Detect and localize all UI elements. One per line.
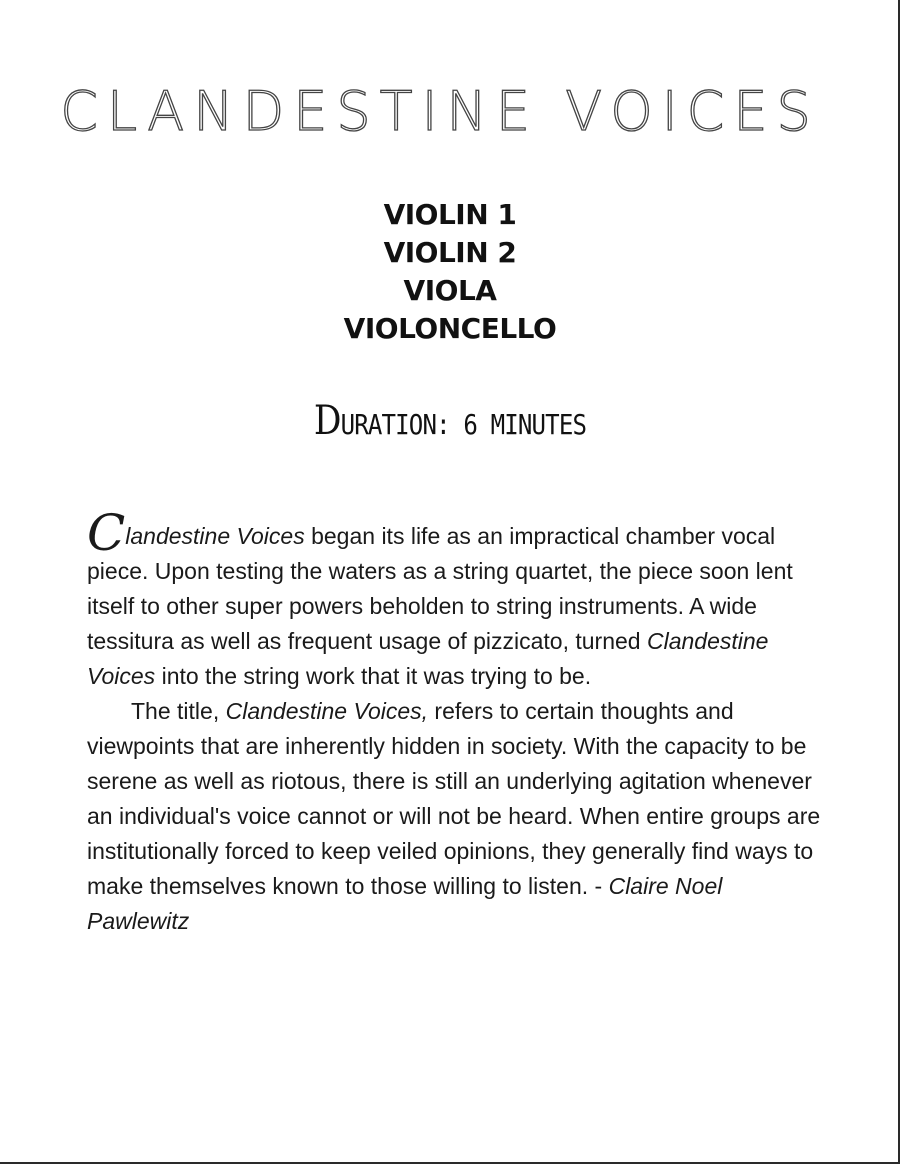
- instrument-item: VIOLIN 2: [383, 236, 517, 269]
- instrument-item: VIOLA: [403, 274, 497, 307]
- program-note: [87, 504, 827, 939]
- program-note-paragraph-1: [87, 504, 827, 694]
- instrumentation-list: [0, 196, 900, 348]
- duration-text: URATION: 6 MINUTES: [340, 408, 587, 441]
- work-title-inline: landestine Voices: [125, 523, 305, 549]
- work-title-inline: Clandestine Voices,: [225, 698, 429, 724]
- author-name: Claire Noel Pawlewitz: [87, 873, 723, 934]
- duration-label: [63, 398, 837, 444]
- paragraph-text: into the string work that it was trying to be.: [155, 663, 592, 689]
- paragraph-text: refers to certain thoughts and viewpoints that are inherently hidden in society. With the capacity to be serene as well as riotous, there is still an underlying agitation whenever an individual's voice cannot or will not be heard. When entire groups are institutionally forced to keep veiled opinions, they generally find ways to make themselves known to those willing to listen. -: [87, 698, 821, 899]
- paragraph-text: began its life as an impractical chamber vocal piece. Upon testing the waters as a string quartet, the piece soon lent itself to other super powers beholden to string instruments. A wide tessitura as well as frequent usage of pizzicato, turned: [87, 523, 793, 654]
- work-title: CLANDESTINE VOICES: [60, 80, 820, 143]
- program-note-paragraph-2: [87, 694, 827, 939]
- instrument-item: VIOLIN 1: [383, 198, 517, 231]
- work-title-inline: Clandestine Voices: [87, 628, 769, 689]
- drop-cap: C: [87, 504, 126, 562]
- duration-initial: D: [313, 398, 341, 444]
- instrument-item: VIOLONCELLO: [343, 312, 557, 345]
- paragraph-text: The title,: [131, 698, 226, 724]
